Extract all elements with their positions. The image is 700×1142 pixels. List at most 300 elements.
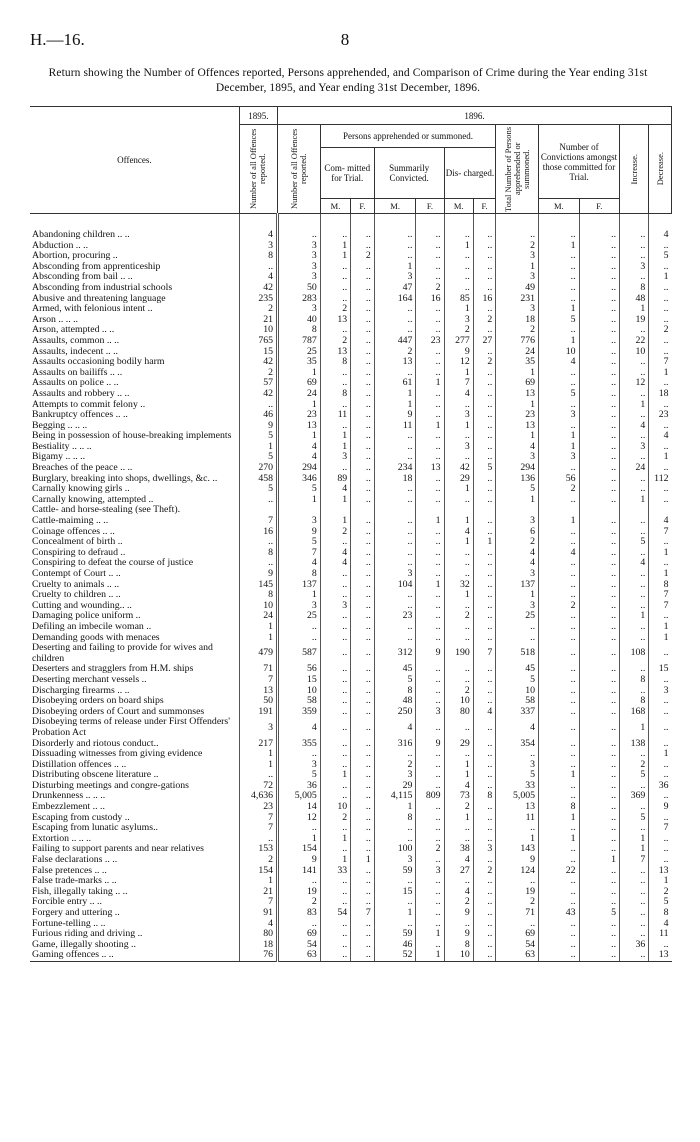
cell-value: .. [579,347,620,358]
cell-value: .. [374,590,416,601]
cell-value: 4 [444,527,473,538]
table-row [30,548,672,559]
cell-value: .. [444,749,473,760]
page-number: 8 [340,30,350,49]
cell-value: 7 [239,897,277,908]
cell-value: 355 [278,739,321,750]
table-row [30,410,672,421]
cell-value: 29 [444,474,473,485]
cell-value: 3 [320,452,350,463]
cell-value [320,505,350,516]
cell-value: 1 [496,368,539,379]
cell-value: 1 [444,590,473,601]
cell-value: .. [320,760,350,771]
cell-value: .. [539,696,580,707]
cell-value: 13 [239,686,277,697]
cell-value: 22 [539,866,580,877]
cell-value: .. [579,919,620,930]
table-row [30,325,672,336]
cell-value: 3 [444,442,473,453]
cell-value: 3 [496,251,539,262]
cell-value: 13 [496,389,539,400]
offence-name: Assaults occasioning bodily harm [32,357,165,368]
offence-name: Conspiring to defraud .. [32,547,126,558]
cell-value: 2 [496,241,539,252]
cell-value: .. [351,315,375,326]
cell-value: 3 [473,844,496,855]
cell-value: 9 [374,410,416,421]
cell-value: 4 [444,781,473,792]
cell-value: 9 [416,643,444,664]
offence-name: Dissuading witnesses from giving evidence [32,749,203,760]
cell-value: 1 [374,262,416,273]
cell-value: 3 [539,452,580,463]
cell-value: .. [539,823,580,834]
cell-value: 776 [496,336,539,347]
cell-value: 2 [444,611,473,622]
cell-value: 8 [374,813,416,824]
cell-value: .. [351,897,375,908]
cell-value: .. [579,548,620,559]
table-row [30,474,672,485]
cell-value: .. [351,241,375,252]
cell-value: 4 [320,558,350,569]
cell-value: .. [620,823,649,834]
offence-name: False declarations .. .. [32,855,118,866]
cell-value: .. [351,686,375,697]
col-convictions-f: F. [579,199,620,214]
cell-value: 1 [649,749,672,760]
table-row [30,336,672,347]
table-row [30,887,672,898]
cell-value: 15 [278,675,321,686]
cell-value: 1 [320,495,350,506]
cell-value: .. [473,283,496,294]
cell-value: 5 [620,813,649,824]
cell-value: 5 [278,484,321,495]
cell-value: .. [539,929,580,940]
cell-value: .. [620,569,649,580]
cell-value: .. [579,823,620,834]
cell-value: 1 [320,770,350,781]
cell-value: .. [320,378,350,389]
cell-value: .. [351,378,375,389]
cell-value: 1 [351,855,375,866]
offence-name: Arson .. .. .. [32,314,78,325]
cell-value: 7 [239,516,277,527]
cell-value: 9 [496,855,539,866]
cell-value: .. [320,707,350,718]
cell-value: .. [579,696,620,707]
table-row [30,897,672,908]
cell-value: 4 [496,717,539,738]
cell-value: .. [539,950,580,961]
cell-value: 7 [620,855,649,866]
cell-value: .. [416,813,444,824]
cell-value: 337 [496,707,539,718]
cell-value: .. [320,214,350,241]
table-row [30,214,672,241]
cell-value: .. [473,516,496,527]
cell-value: .. [374,304,416,315]
cell-value: .. [374,325,416,336]
cell-value: .. [579,897,620,908]
cell-value: 91 [239,908,277,919]
cell-value: .. [351,325,375,336]
cell-value: 3 [496,760,539,771]
cell-value: .. [416,770,444,781]
cell-value: .. [620,897,649,908]
col-convictions-m: M. [539,199,580,214]
cell-value: .. [351,283,375,294]
cell-value [620,505,649,516]
cell-value [239,505,277,516]
cell-value: 108 [620,643,649,664]
cell-value: .. [473,569,496,580]
cell-value: .. [473,781,496,792]
cell-value: 1 [649,272,672,283]
cell-value: .. [649,834,672,845]
cell-value: 2 [278,897,321,908]
offence-name: Absconding from bail .. .. [32,272,133,283]
cell-value: .. [539,495,580,506]
cell-value: .. [320,717,350,738]
cell-value: .. [320,791,350,802]
cell-value: .. [539,749,580,760]
cell-value: .. [539,569,580,580]
cell-value: .. [473,368,496,379]
cell-value: 29 [374,781,416,792]
cell-value: 458 [239,474,277,485]
cell-value: 168 [620,707,649,718]
cell-value: .. [539,643,580,664]
cell-value: .. [539,294,580,305]
cell-value: .. [649,442,672,453]
cell-value: 1 [444,516,473,527]
cell-value: 24 [496,347,539,358]
cell-value: 8 [473,791,496,802]
cell-value: .. [620,325,649,336]
offence-name: Furious riding and driving .. [32,929,143,940]
cell-value: 25 [496,611,539,622]
cell-value: 138 [620,739,649,750]
cell-value: 32 [444,580,473,591]
cell-value [649,505,672,516]
cell-value: 164 [374,294,416,305]
cell-value: .. [239,400,277,411]
cell-value: 59 [374,866,416,877]
cell-value: 4 [620,558,649,569]
cell-value: .. [579,484,620,495]
cell-value: .. [320,887,350,898]
table-row [30,505,672,516]
cell-value: .. [649,283,672,294]
cell-value: .. [620,633,649,644]
cell-value: 15 [374,887,416,898]
table-row [30,940,672,951]
cell-value: 1 [620,400,649,411]
cell-value: 1 [539,304,580,315]
cell-value: .. [320,294,350,305]
table-row [30,834,672,845]
cell-value: 58 [496,696,539,707]
cell-value: 69 [496,378,539,389]
cell-value: .. [416,357,444,368]
cell-value: .. [444,548,473,559]
table-row [30,739,672,750]
cell-value: .. [579,251,620,262]
cell-value: 27 [473,336,496,347]
table-row [30,347,672,358]
cell-value: .. [539,378,580,389]
cell-value: .. [416,548,444,559]
offence-name: Abusive and threatening language [32,293,166,304]
cell-value: .. [539,537,580,548]
cell-value [278,505,321,516]
cell-value: 5 [496,770,539,781]
table-row [30,463,672,474]
cell-value: .. [620,601,649,612]
cell-value: 63 [278,950,321,961]
cell-value: 9 [239,569,277,580]
cell-value: 1 [496,590,539,601]
cell-value: 16 [473,294,496,305]
cell-value: 4 [444,389,473,400]
table-row [30,802,672,813]
cell-value: 1 [374,908,416,919]
cell-value: 8 [374,686,416,697]
cell-value: 3 [620,442,649,453]
cell-value: 80 [444,707,473,718]
cell-value: 8 [278,325,321,336]
cell-value: .. [320,897,350,908]
table-row [30,770,672,781]
cell-value: 3 [444,315,473,326]
cell-value: 7 [239,823,277,834]
cell-value: .. [320,929,350,940]
cell-value: .. [579,834,620,845]
cell-value: 45 [496,664,539,675]
cell-value: 43 [539,908,580,919]
cell-value: .. [416,495,444,506]
cell-value: 154 [239,866,277,877]
cell-value: .. [351,950,375,961]
cell-value: 8 [320,389,350,400]
cell-value: 5 [278,537,321,548]
cell-value: .. [320,675,350,686]
cell-value: .. [416,749,444,760]
cell-value: 4 [649,516,672,527]
cell-value: .. [320,368,350,379]
cell-value: 518 [496,643,539,664]
cell-value: .. [620,919,649,930]
cell-value: 1 [239,633,277,644]
cell-value: .. [579,400,620,411]
cell-value: .. [351,611,375,622]
cell-value: .. [374,214,416,241]
cell-value: 10 [496,686,539,697]
cell-value: 145 [239,580,277,591]
table-row [30,866,672,877]
cell-value: .. [473,527,496,538]
cell-value: .. [351,590,375,601]
table-row [30,707,672,718]
cell-value: .. [579,717,620,738]
cell-value: .. [416,940,444,951]
table-row [30,537,672,548]
cell-value: 14 [278,802,321,813]
cell-value: .. [416,241,444,252]
table-row [30,686,672,697]
cell-value: 33 [496,781,539,792]
cell-value: 1 [539,241,580,252]
cell-value: 1 [649,569,672,580]
cell-value: .. [351,410,375,421]
cell-value: .. [473,717,496,738]
offence-name: Assaults on bailiffs .. .. [32,367,123,378]
cell-value: .. [351,527,375,538]
offence-name: Cattle-maiming .. .. [32,516,109,527]
cell-value: .. [416,431,444,442]
offence-name: Failing to support parents and near relatives [32,844,204,855]
cell-value: .. [496,622,539,633]
cell-value [579,505,620,516]
table-row [30,558,672,569]
cell-value: 4 [320,484,350,495]
cell-value: 2 [416,844,444,855]
cell-value: 2 [320,813,350,824]
cell-value: 1 [444,760,473,771]
cell-value: 59 [374,929,416,940]
cell-value: .. [374,633,416,644]
cell-value: 10 [239,325,277,336]
table-row [30,844,672,855]
table-row [30,580,672,591]
cell-value: .. [320,950,350,961]
cell-value: .. [351,262,375,273]
offence-name: Disobeying orders on board ships [32,696,164,707]
cell-value: .. [444,495,473,506]
cell-value: 1 [649,452,672,463]
cell-value: .. [473,749,496,760]
cell-value: 1 [239,876,277,887]
cell-value: .. [444,633,473,644]
cell-value: .. [473,548,496,559]
cell-value: 9 [278,527,321,538]
offence-name: Deserters and stragglers from H.M. ships [32,664,194,675]
cell-value: 8 [620,283,649,294]
cell-value: .. [416,601,444,612]
cell-value: .. [473,940,496,951]
cell-value: 4 [239,919,277,930]
cell-value: .. [620,580,649,591]
cell-value: 7 [239,813,277,824]
cell-value: .. [374,516,416,527]
cell-value: 2 [416,283,444,294]
col-convictions: Number of Convictions amongst those committed for Trial. [539,125,620,199]
cell-value: .. [620,241,649,252]
offence-name: Forgery and uttering .. [32,908,120,918]
cell-value: .. [416,887,444,898]
cell-value: .. [351,866,375,877]
cell-value: 8 [239,548,277,559]
cell-value: 8 [278,569,321,580]
cell-value: 12 [278,813,321,824]
cell-value: .. [351,580,375,591]
cell-value: .. [649,717,672,738]
offence-name: Concealment of birth .. [32,537,123,548]
cell-value: 8 [539,802,580,813]
cell-value: .. [620,866,649,877]
cell-value: 23 [374,611,416,622]
cell-value: .. [473,262,496,273]
cell-value: 1 [374,802,416,813]
cell-value: 47 [374,283,416,294]
cell-value: 8 [649,580,672,591]
col-committed: Com- mitted for Trial. [320,148,374,199]
cell-value: 73 [444,791,473,802]
cell-value: .. [620,876,649,887]
cell-value [374,505,416,516]
cell-value: 69 [278,929,321,940]
cell-value: .. [620,368,649,379]
cell-value: .. [374,897,416,908]
cell-value: 8 [239,590,277,601]
cell-value: 4 [539,548,580,559]
table-row [30,781,672,792]
cell-value: .. [351,431,375,442]
cell-value: .. [351,770,375,781]
cell-value: 4 [278,558,321,569]
offence-name: Bankruptcy offences .. .. [32,410,128,421]
table-row [30,823,672,834]
cell-value: .. [351,919,375,930]
cell-value: .. [649,696,672,707]
cell-value: 1 [278,590,321,601]
cell-value: 277 [444,336,473,347]
cell-value: .. [351,739,375,750]
cell-value: 270 [239,463,277,474]
cell-value: 1 [649,876,672,887]
cell-value: .. [416,686,444,697]
cell-value: .. [416,304,444,315]
cell-value: .. [416,484,444,495]
cell-value: .. [444,262,473,273]
cell-value: .. [351,813,375,824]
cell-value: 3 [539,410,580,421]
cell-value: 35 [278,357,321,368]
cell-value: .. [351,347,375,358]
cell-value: 2 [374,760,416,771]
offence-name: Cruelty to children .. .. [32,590,121,601]
cell-value: .. [649,558,672,569]
cell-value: 4 [444,887,473,898]
cell-value: 2 [320,336,350,347]
cell-value: .. [320,739,350,750]
cell-value: .. [374,622,416,633]
cell-value: 1 [620,495,649,506]
cell-value: .. [351,823,375,834]
cell-value: .. [351,548,375,559]
table-row [30,633,672,644]
cell-value: .. [278,749,321,760]
cell-value: 2 [539,484,580,495]
offence-name: Disturbing meetings and congre-gations [32,780,189,791]
cell-value: 294 [496,463,539,474]
cell-value: 10 [444,696,473,707]
cell-value: 4 [320,548,350,559]
cell-value: .. [351,389,375,400]
